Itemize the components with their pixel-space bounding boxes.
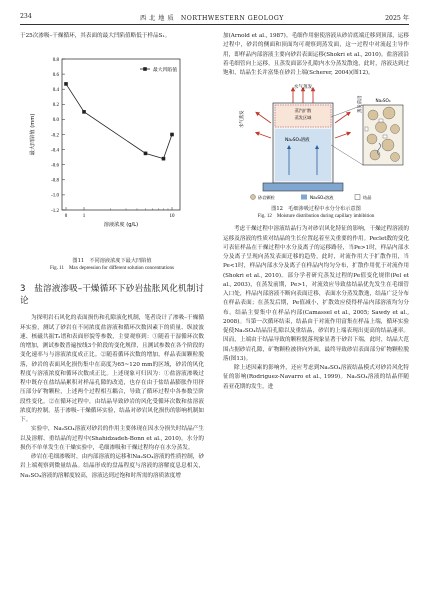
- figure-11-chart: [20, 45, 204, 235]
- journal-year: 2025 年: [385, 15, 409, 22]
- legend-marker: [143, 67, 147, 71]
- paragraph: 加(Arnold et al., 1987)。毛细作用驱使溶液从砂岩底端迁移到顶部，运移过程中，砂岩的侧面和顶面均可观察到蒸发面，这一过程中对流起主导作用，即样品内部溶液主要向砂岩表面运移(Shokri et al., 2010)。盐溶液沿着毛细管向上运移，且蒸发面部分孔隙内水分蒸发散逸，此时，溶液达到过饱和，结晶生长并富集在砂岩上端(Scherer, 2004)(图12)。: [223, 33, 409, 76]
- solution-region: [275, 129, 331, 181]
- section-3-title: 3 盐溶液渗吸–干燥循环下砂岩盐胀风化机制讨论: [20, 284, 204, 307]
- y-tick-label: -0.4: [51, 148, 59, 154]
- y-tick-label: 0.4: [52, 88, 59, 94]
- left-column: [20, 32, 204, 481]
- legend-label: 最大凹陷值: [153, 68, 177, 74]
- paragraph: 考虑干燥过程中溶液结晶行为对砂岩风化特征的影响，干燥过程溶液的运移及溶液的性质对结晶的生长位置起着至关重要的作用。Peclet数的变化可表征样品在干燥过程中水分及离子的运移路径，当Pe>1时，样品内部水分及离子呈现向蒸发表面迁移的趋势，此时，对流作用大于扩散作用，当Pe<1时，样品内部水分及离子在样品内均匀分布，扩散作用优于对流作用(Shokri et al., 2010)。部分学者研究蒸发过程的Pe值变化规律(Pel et al., 2003)，在蒸发前期，Pe>1，对流效应导致盐结晶优先发生在毛细管入口处，样品内部溶液不断向表面迁移，表面水分蒸发散逸，结晶广泛分布在样品表面；在蒸发后期，Pe值减小，扩散效应使得样品内部溶液均匀分布，结晶主要集中在样品内部(Camassel et al., 2005; Sawdy et al., 2008)。当第一次循环结束，结晶由于对流作用富集在样品上端，循环实验促使Na₂SO₄结晶沿孔隙以及重结晶，砂岩的上端表现出更高的结晶速率。因而，上端由于结晶导致的颗粒脱落现象显著于砂岩下端，此时，结晶大范围占据砂岩孔隙，矿物颗粒被挤向外面，最终导致砂岩表面部分矿物颗粒脱落(图13)。: [223, 226, 409, 362]
- figure-11: [20, 45, 204, 257]
- figure-11-caption-cn: 图11 不同溶液浓度下最大凹陷值: [72, 258, 152, 265]
- y-tick-label: 0.6: [52, 73, 59, 79]
- salt-solution-label: Na₂SO₄溶液: [285, 138, 310, 144]
- evap-diffusion-label: 蒸汽扩散: [294, 108, 312, 114]
- evap-front-label: 蒸发前沿: [358, 95, 363, 114]
- y-tick-label: -1.2: [51, 209, 59, 215]
- y-tick-label: -0.6: [51, 163, 59, 169]
- evap-zone-label: 蒸发区域: [294, 115, 312, 121]
- y-tick-label: -1.0: [51, 193, 59, 199]
- y-tick-label: 0.0: [52, 118, 59, 124]
- y-tick-label: 0.8: [52, 58, 59, 64]
- figure-12-caption-cn: 图12 毛细渗吸过程中水分分布示意图: [271, 206, 361, 213]
- solution-dish: [263, 183, 343, 191]
- data-point: [64, 82, 68, 86]
- figure-12-diagram: [223, 83, 409, 203]
- x-axis-label: 溶液浓度 (g/L): [103, 222, 139, 229]
- intro-text: 于25次渗吸–干燥循环，其表面的最大凹陷值略低于样品S₁。: [20, 33, 171, 39]
- x-tick-label: 10: [169, 214, 175, 220]
- vapor-label: 水气蒸发: [293, 85, 313, 91]
- journal-name: 西 北 地 质 NORTHWESTERN GEOLOGY: [140, 15, 284, 22]
- series-line: [66, 84, 172, 159]
- data-point: [144, 152, 148, 156]
- paragraph: 砂岩在毛细渗吸时，由内部溶液的运移和Na₂SO₄溶液的性质控制，砂岩上端观察到微量结晶。结晶形成的盘晶程度与溶液的溶解度息息相关，Na₂SO₄溶液的溶解度较高，溶液达到过饱和时所需的溶质浓度增: [20, 454, 204, 479]
- paragraph: 实验中，Na₂SO₄溶液对砂岩的作用主要体现在因水分损失时结晶产生以及溶解、重结晶的过程中(Shahidzadeh-Bonn et al., 2010)。水分的损伤不单单发生在干燥实验中，毛细渗吸和干燥过程均存在水分蒸发。: [20, 426, 204, 451]
- paragraph: 除上述因素的影响外，还应考虑到Na₂SO₄溶液结晶模式对砂岩风化特征的影响(Rodriguez-Navarro et al., 1999)。Na₂SO₄溶液的结晶伴随着亚花期的发生，进: [223, 365, 409, 390]
- legend-grain: 砂岩颗粒: [258, 195, 275, 201]
- running-header: [20, 12, 409, 25]
- data-point: [82, 110, 86, 114]
- data-point: [170, 133, 174, 137]
- y-tick-label: 0.2: [52, 103, 59, 109]
- crystal-label: Na₂SO₄: [375, 98, 391, 104]
- y-axis-label: 最大凹陷值 (mm): [30, 113, 36, 156]
- figure-11-caption-en: Fig. 11 Max depression for different solution concentrations: [49, 266, 174, 272]
- right-column: [223, 32, 409, 392]
- figure-12-legend: [251, 194, 372, 201]
- figure-12-caption-en: Fig. 12 Moisture distribution during capillary imbibition: [257, 214, 375, 220]
- figure-12: [223, 83, 409, 203]
- side-vapor-label: 水气蒸发: [240, 110, 245, 129]
- x-tick-label: 1: [82, 214, 86, 220]
- x-tick-label: 0: [64, 214, 68, 220]
- paragraph: 为探明岩石风化的表面损伤和孔隙演化机制，笔者设计了渗吸–干燥循环实验，测试了砂岩在不同浓度盐溶液和循环次数因素下的质量、纵波波速、核磁共振T₂谱和表面形貌等参数，主要观察到：①随着干湿循环次数的增加，测试参数普遍按线3个阶段的变化规律，且测试参数在各个阶段的变化速率与与溶液浓度成正比。②随着循环次数的增加，样品表面颗粒脱落，砂岩的表面风化损伤集中在高度为65~120 mm的区域，砂岩的风化程度与溶液浓度和循环次数成正比。上述现象可归因为：①盐溶液渗吸过程中既存在盐结晶累积对样品孔隙的改造，也存在由于盐结晶膨胀作用挤压部分矿物颗粒，上述两个过程相互耦合，导致了循环过程中各参数呈阶段性变化。②在循环过程中，由结晶导致砂岩的风化受循环次数和盐溶液浓度的控制。基于渗吸–干燥循环实验，结晶对砂岩风化损伤的影响机制如下。: [20, 315, 204, 423]
- y-tick-label: -0.8: [51, 178, 59, 184]
- y-tick-label: -0.2: [51, 133, 59, 139]
- page-number: 234: [20, 13, 32, 20]
- data-point: [162, 157, 166, 161]
- legend-crystal: 结晶: [363, 195, 372, 201]
- legend-solution: Na₂SO₄溶液: [310, 195, 334, 201]
- plot-frame: [62, 59, 180, 210]
